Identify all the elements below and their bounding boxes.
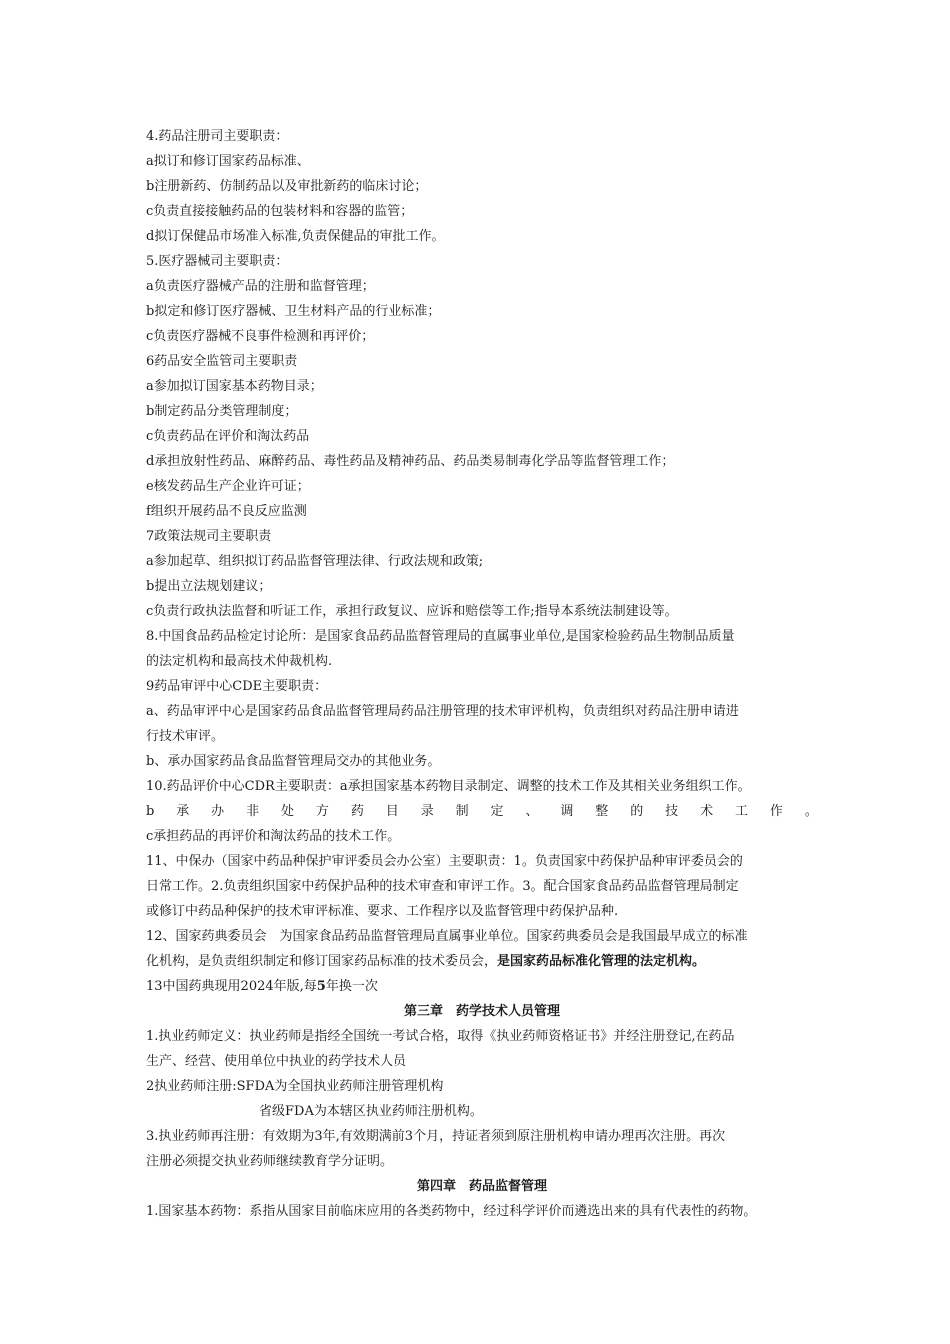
text-line: 2执业药师注册:SFDA为全国执业药师注册管理机构: [146, 1079, 444, 1094]
text-normal: 年换一次: [325, 979, 378, 994]
text-line: b拟定和修订医疗器械、卫生材料产品的行业标准；: [146, 304, 441, 319]
text-line: a参加拟订国家基本药物目录；: [146, 379, 323, 394]
text-line: 8.中国食品药品检定讨论所：是国家食品药品监督管理局的直属事业单位,是国家检验药品生物制品质量: [146, 629, 735, 644]
text-line: a拟订和修订国家药品标准、: [146, 154, 310, 169]
spaced-char: 技: [665, 804, 679, 819]
text-line: f组织开展药品不良反应监测: [146, 504, 307, 519]
spaced-char: 录: [420, 804, 434, 819]
text-line: b、承办国家药品食品监督管理局交办的其他业务。: [146, 754, 441, 769]
text-line-pharmacopoeia-committee: [146, 949, 818, 974]
chapter-3-title: 第三章 药学技术人员管理: [403, 1004, 560, 1019]
text-bold-number: 5: [316, 979, 326, 994]
spaced-char: 药: [350, 804, 364, 819]
spaced-char: 办: [211, 804, 225, 819]
spaced-char: b: [146, 804, 155, 819]
text-line: 3.执业药师再注册：有效期为3年,有效期满前3个月，持证者须到原注册机构申请办理再次注册。再次: [146, 1129, 726, 1144]
text-line: 1.国家基本药物：系指从国家目前临床应用的各类药物中，经过科学评价而遴选出来的具有代表性的药物。: [146, 1204, 757, 1219]
text-normal: 化机构，是负责组织制定和修订国家药品标准的技术委员会，: [146, 954, 498, 969]
text-line: b注册新药、仿制药品以及审批新药的临床讨论；: [146, 179, 428, 194]
text-line: 生产、经营、使用单位中执业的药学技术人员: [146, 1054, 407, 1069]
text-line: 6药品安全监管司主要职责: [146, 354, 298, 369]
text-line: d拟订保健品市场准入标准,负责保健品的审批工作。: [146, 229, 445, 244]
spaced-char: 工: [734, 804, 748, 819]
text-line: c负责药品在评价和淘汰药品: [146, 429, 310, 444]
spaced-char: 定: [490, 804, 504, 819]
chapter-4-title: 第四章 药品监督管理: [416, 1179, 547, 1194]
section-chapter-3: [146, 1024, 818, 1099]
text-line: 行技术审评。: [146, 729, 225, 744]
spaced-char: 。: [804, 804, 818, 819]
spaced-char: 术: [700, 804, 714, 819]
text-line: 7政策法规司主要职责: [146, 529, 272, 544]
text-line: b制定药品分类管理制度；: [146, 404, 298, 419]
text-line: 9药品审评中心CDE主要职责：: [146, 679, 328, 694]
text-line: c负责行政执法监督和听证工作，承担行政复议、应诉和赔偿等工作;指导本系统法制建设等。: [146, 604, 678, 619]
spaced-char: 作: [769, 804, 783, 819]
text-line: 12、国家药典委员会 为国家食品药品监督管理局直属事业单位。国家药典委员会是我国最早成立的标准: [146, 929, 748, 944]
spaced-char: 的: [630, 804, 644, 819]
text-line: a参加起草、组织拟订药品监督管理法律、行政法规和政策;: [146, 554, 484, 569]
text-line-pharmacopoeia-edition: [146, 974, 818, 999]
section-center-duties: [146, 824, 818, 949]
text-line: 10.药品评价中心CDR主要职责：a承担国家基本药物目录制定、调整的技术工作及其相关业务组织工作。: [146, 779, 751, 794]
text-line: 11、中保办（国家中药品种保护审评委员会办公室）主要职责：1。负责国家中药保护品种审评委员会的: [146, 854, 743, 869]
spaced-char: 方: [315, 804, 329, 819]
section-chapter-4: [146, 1199, 818, 1224]
text-bold-emphasis: 是国家药品标准化管理的法定机构。: [497, 954, 706, 969]
text-line: d承担放射性药品、麻醉药品、毒性药品及精神药品、药品类易制毒化学品等监督管理工作；: [146, 454, 675, 469]
text-line: 1.执业药师定义：执业药师是指经全国统一考试合格，取得《执业药师资格证书》并经注册登记,在药品: [146, 1029, 735, 1044]
text-line: 注册必须提交执业药师继续教育学分证明。: [146, 1154, 394, 1169]
text-line: 4.药品注册司主要职责：: [146, 129, 289, 144]
document-page: [146, 124, 818, 1224]
text-line: a、药品审评中心是国家药品食品监督管理局药品注册管理的技术审评机构，负责组织对药品注册申请进: [146, 704, 739, 719]
text-line: a负责医疗器械产品的注册和监督管理；: [146, 279, 375, 294]
spaced-char: 非: [246, 804, 260, 819]
text-line: 或修订中药品种保护的技术审评标准、要求、工作程序以及监督管理中药保护品种.: [146, 904, 619, 919]
text-line-spaced: [146, 799, 818, 824]
text-line: c承担药品的再评价和淘汰药品的技术工作。: [146, 829, 401, 844]
spaced-char: 处: [281, 804, 295, 819]
text-line: 的法定机构和最高技术仲裁机构.: [146, 654, 333, 669]
text-normal: 13中国药典现用2024年版,每: [146, 979, 317, 994]
text-line: b提出立法规划建议；: [146, 579, 272, 594]
text-line: 5.医疗器械司主要职责：: [146, 254, 289, 269]
text-line-provincial-fda: 省级FDA为本辖区执业药师注册机构。: [259, 1104, 483, 1119]
spaced-char: 整: [595, 804, 609, 819]
section-drug-admin-duties: [146, 124, 818, 799]
text-line: 日常工作。2.负责组织国家中药保护品种的技术审查和审评工作。3。配合国家食品药品监督管理局制定: [146, 879, 739, 894]
spaced-char: 制: [455, 804, 469, 819]
spaced-char: 、: [525, 804, 539, 819]
text-line: c负责直接接触药品的包装材料和容器的监管；: [146, 204, 414, 219]
text-line: c负责医疗器械不良事件检测和再评价；: [146, 329, 375, 344]
text-line: e核发药品生产企业许可证；: [146, 479, 310, 494]
spaced-char: 目: [385, 804, 399, 819]
spaced-char: 调: [560, 804, 574, 819]
section-chapter-3-renewal: [146, 1124, 818, 1174]
spaced-char: 承: [176, 804, 190, 819]
